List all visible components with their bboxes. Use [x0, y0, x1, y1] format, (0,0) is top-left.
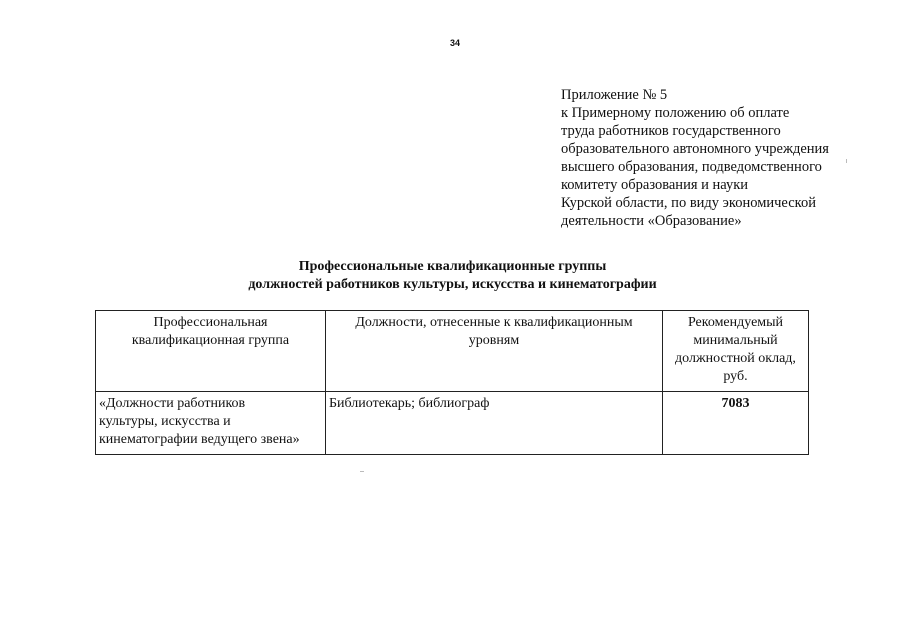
title-line-1: Профессиональные квалификационные группы [298, 259, 607, 274]
header-text: квалификационная группа [131, 333, 290, 348]
appendix-line: комитету образования и науки [561, 177, 749, 193]
cell-text: кинематографии ведущего звена» [99, 432, 300, 447]
header-group [96, 311, 326, 392]
table-header-row [96, 311, 809, 392]
appendix-line: к Примерному положению об оплате [561, 105, 790, 121]
appendix-line: труда работников государственного [561, 123, 781, 139]
header-text: Профессиональная [153, 315, 268, 330]
qualification-groups-table [95, 310, 809, 455]
table-row [96, 392, 809, 455]
header-text: руб. [723, 369, 748, 384]
appendix-line: деятельности «Образование» [561, 213, 742, 229]
cell-positions: Библиотекарь; библиограф [326, 392, 663, 455]
scan-artifact [360, 471, 364, 472]
appendix-line: образовательного автономного учреждения [561, 141, 829, 157]
header-positions [326, 311, 663, 392]
appendix-line: Курской области, по виду экономической [561, 195, 816, 211]
appendix-line: высшего образования, подведомственного [561, 159, 822, 175]
header-salary [663, 311, 809, 392]
page-number: 34 [449, 38, 460, 48]
header-text: должностной оклад, [675, 351, 796, 366]
appendix-line: Приложение № 5 [561, 87, 668, 103]
header-text: Рекомендуемый [687, 315, 784, 330]
cell-salary: 7083 [663, 392, 809, 455]
header-text: Должности, отнесенные к квалификационным [355, 315, 633, 330]
cell-text: «Должности работников [99, 396, 246, 411]
header-text: уровням [468, 333, 520, 348]
document-title [90, 258, 815, 294]
cell-group [96, 392, 326, 455]
appendix-header [561, 86, 881, 230]
header-text: минимальный [693, 333, 778, 348]
cell-text: культуры, искусства и [99, 414, 231, 429]
title-line-2: должностей работников культуры, искусства и кинематографии [248, 277, 657, 292]
